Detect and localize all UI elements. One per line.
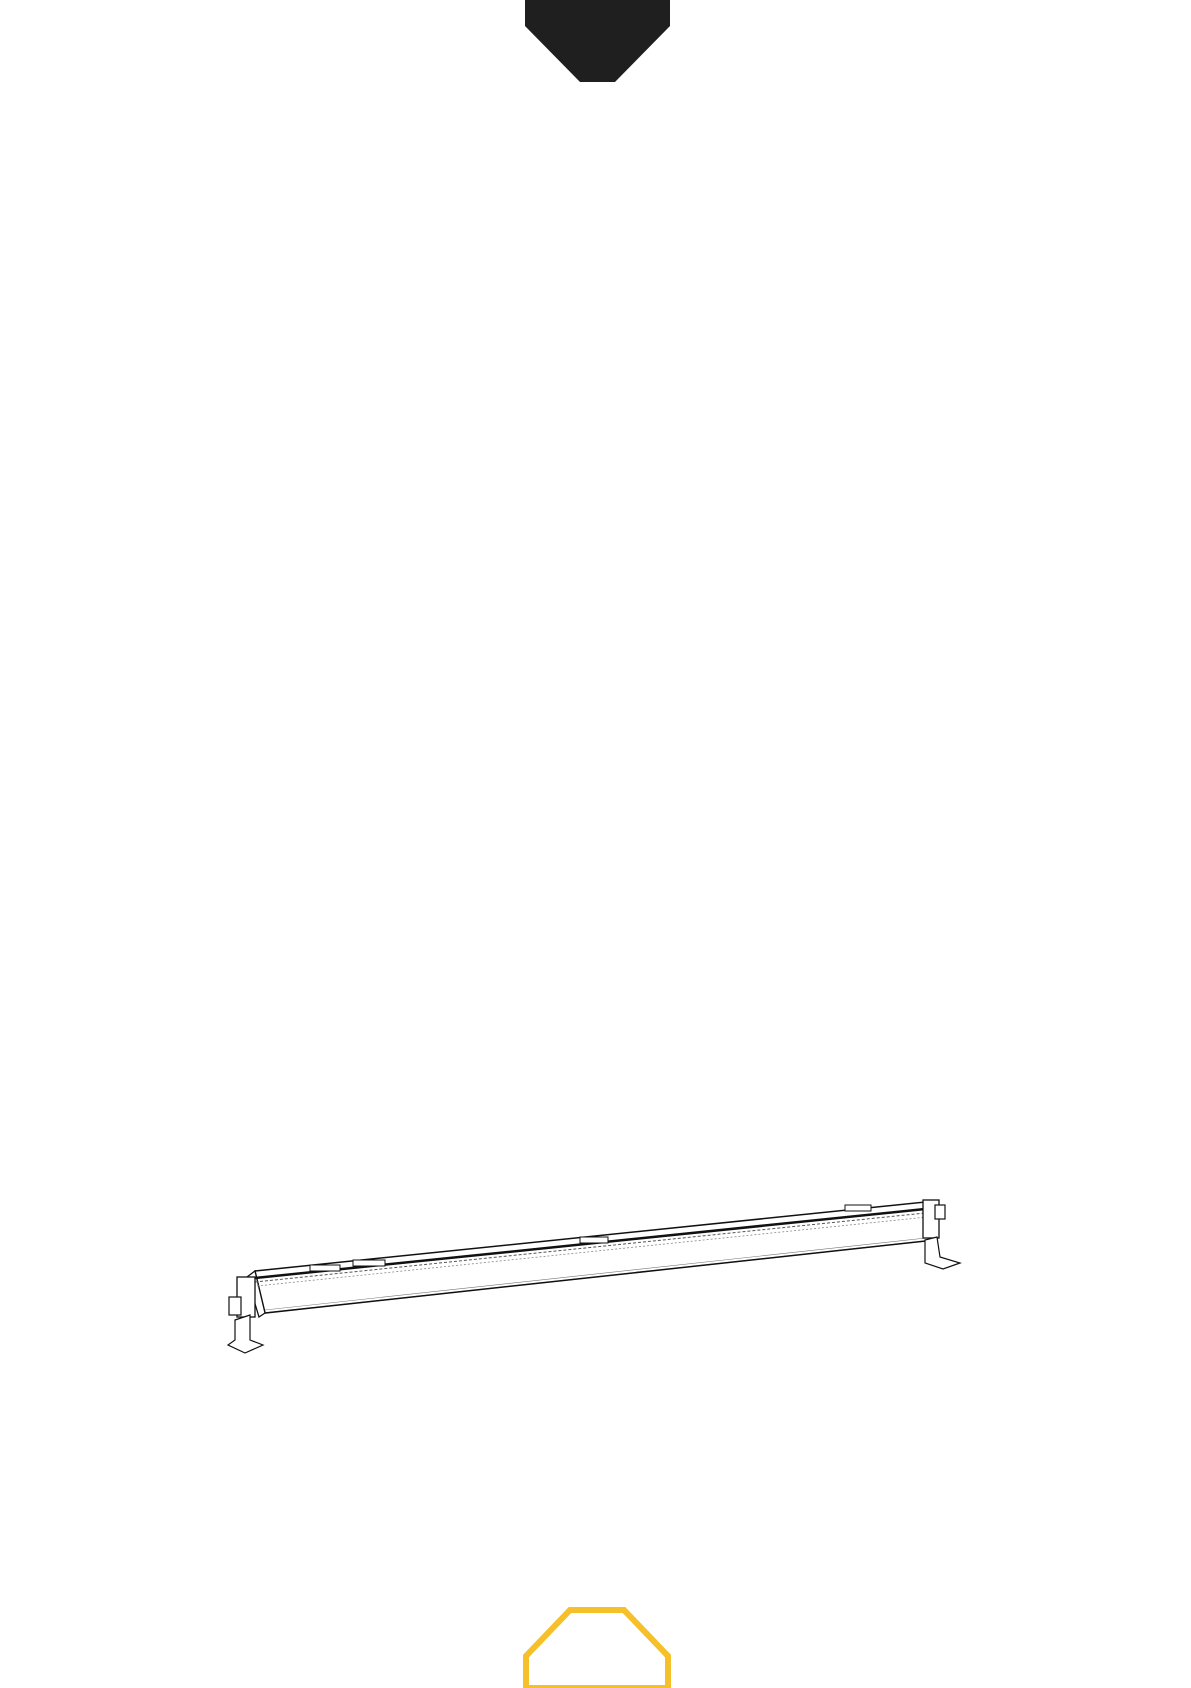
- header-tab-icon: [525, 0, 670, 84]
- page-number-badge: [522, 1606, 672, 1688]
- control-menu-table: [142, 164, 1048, 986]
- led-bar-diagram: [225, 1185, 965, 1360]
